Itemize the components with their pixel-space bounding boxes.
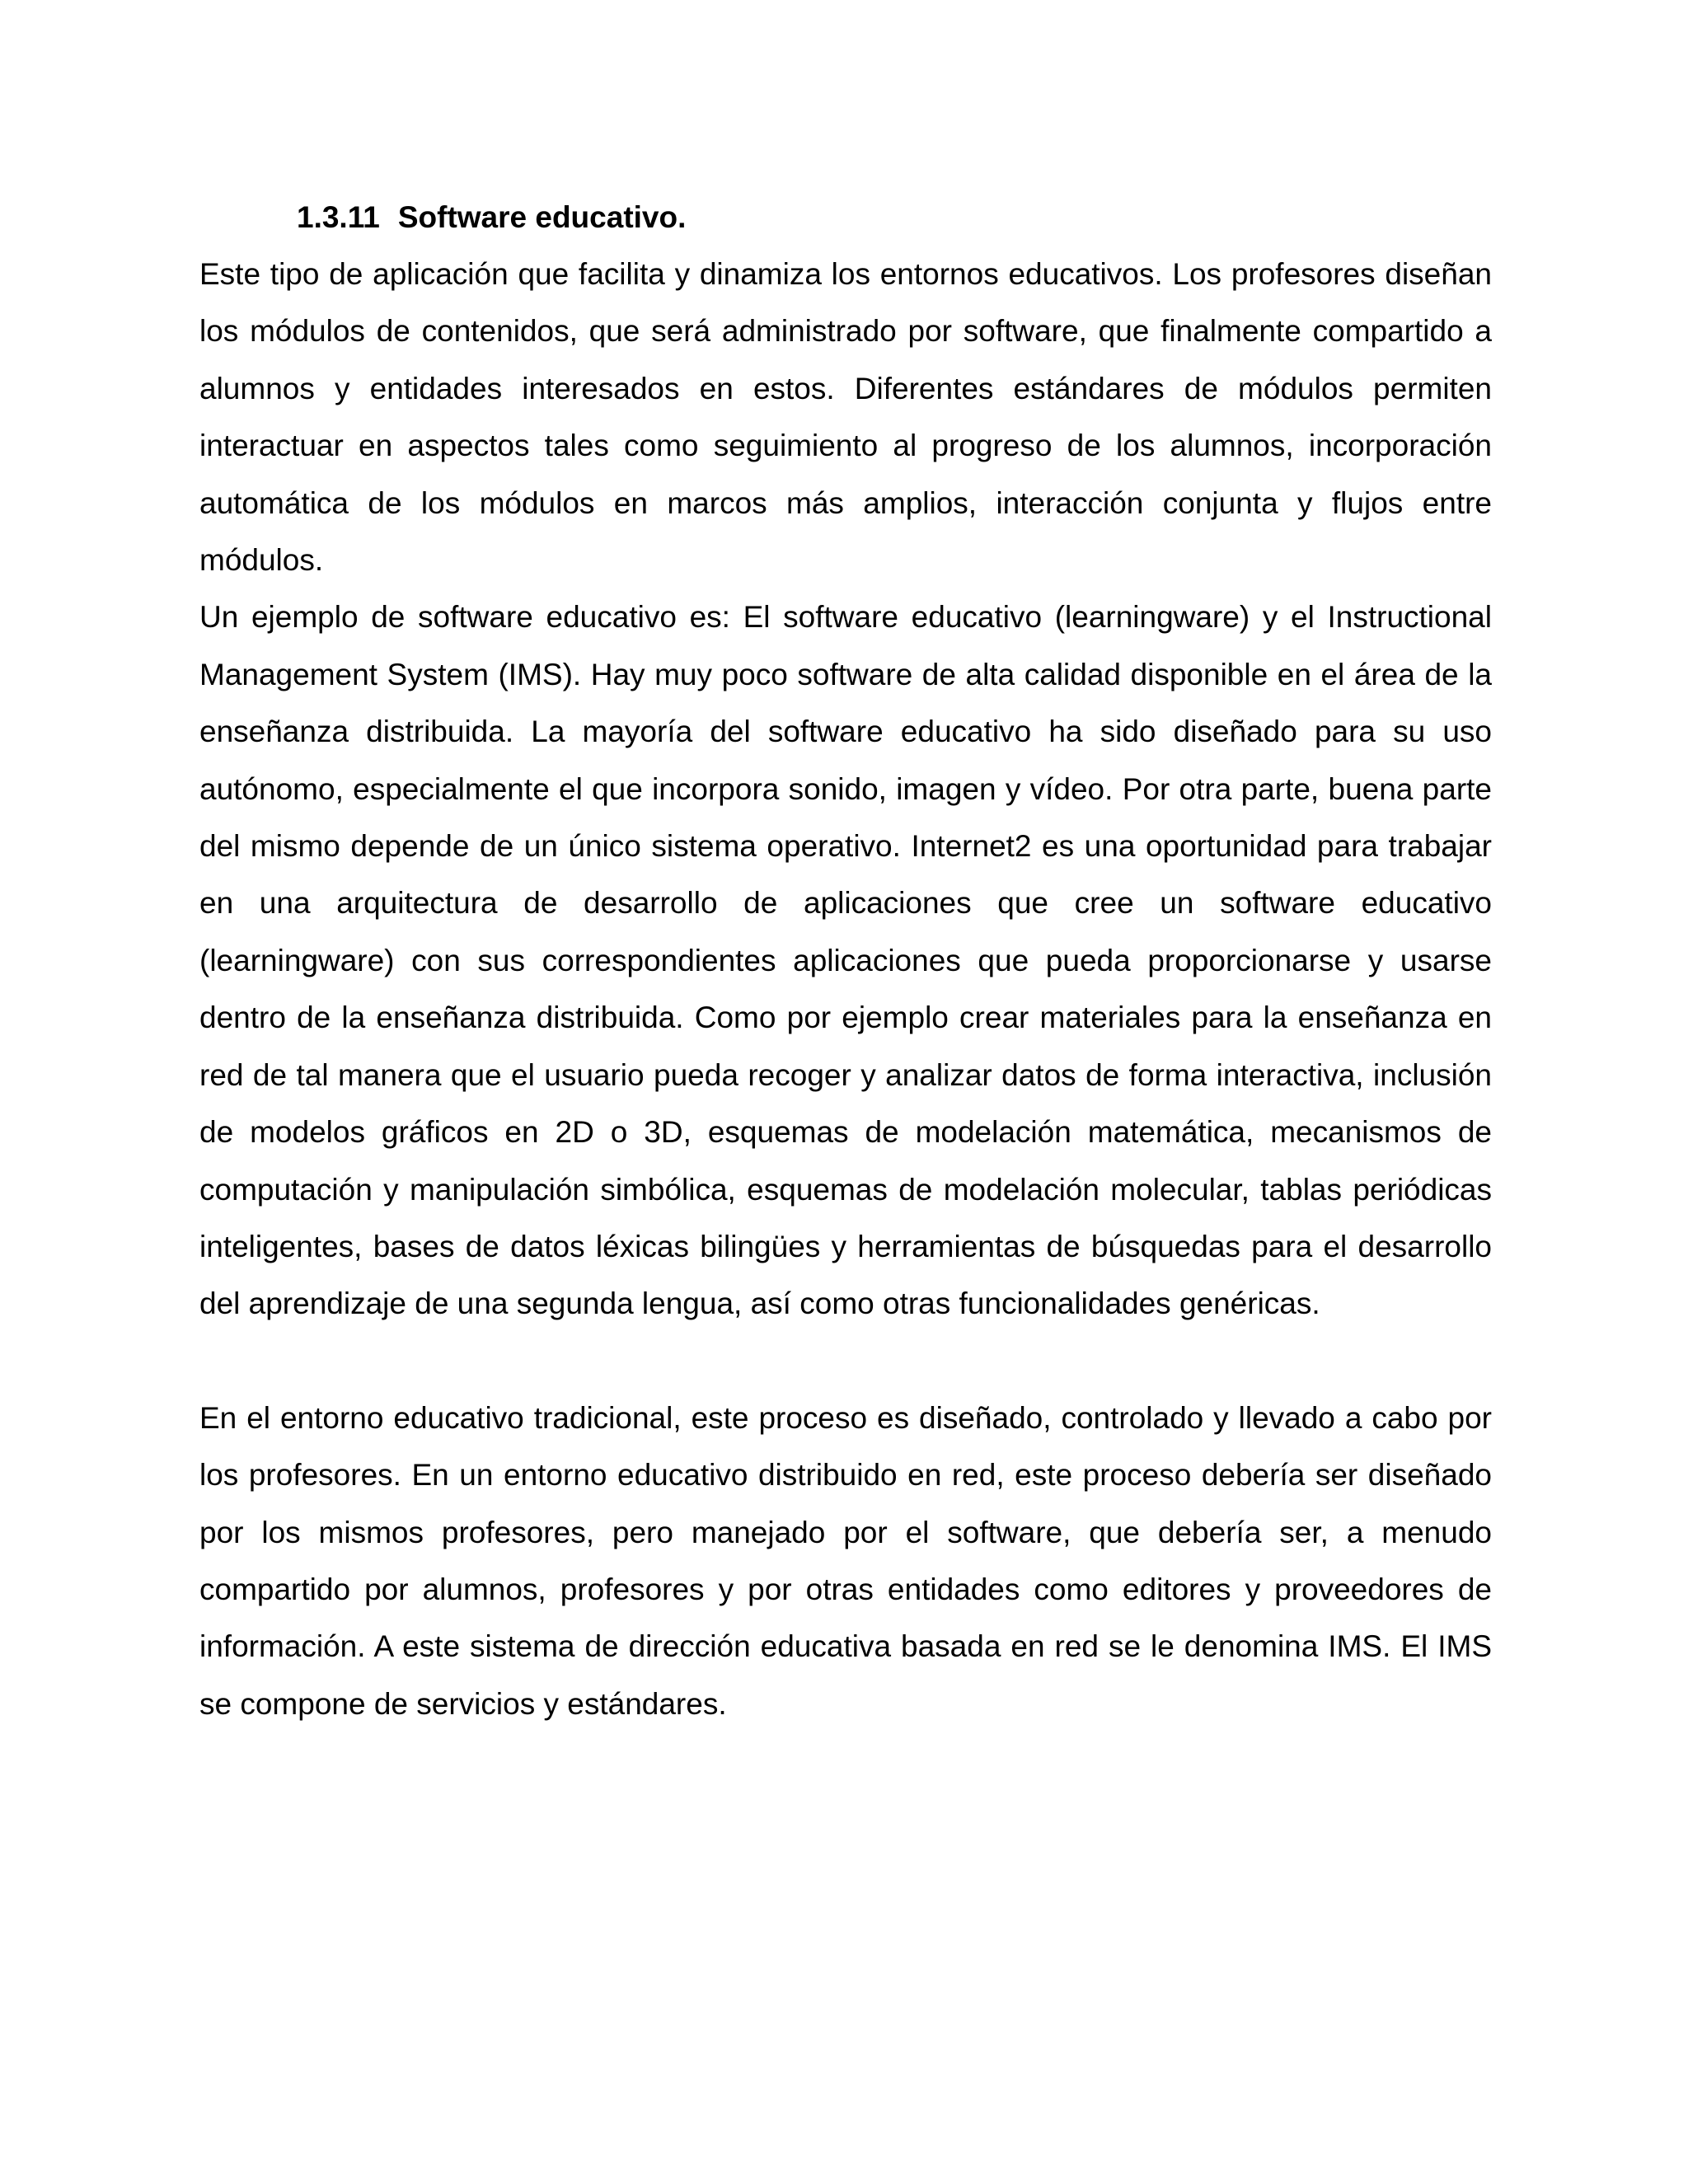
page-content [199, 198, 1492, 1732]
paragraph-example: Un ejemplo de software educativo es: El software educativo (learningware) y el Instructional Management System (IMS). Hay muy poco software de alta calidad disponible en el área de la enseñanza distribuida. La mayoría del software educativo ha sido diseñado para su uso autónomo, especialmente el que incorpora sonido, imagen y vídeo. Por otra parte, buena parte del mismo depende de un único sistema operativo. Internet2 es una oportunidad para trabajar en una arquitectura de desarrollo de aplicaciones que cree un software educativo (learningware) con sus correspondientes aplicaciones que pueda proporcionarse y usarse dentro de la enseñanza distribuida. Como por ejemplo crear materiales para la enseñanza en red de tal manera que el usuario pueda recoger y analizar datos de forma interactiva, inclusión de modelos gráficos en 2D o 3D, esquemas de modelación matemática, mecanismos de computación y manipulación simbólica, esquemas de modelación molecular, tablas periódicas inteligentes, bases de datos léxicas bilingües y herramientas de búsquedas para el desarrollo del aprendizaje de una segunda lengua, así como otras funcionalidades genéricas. [199, 600, 1492, 1321]
paragraph-traditional: En el entorno educativo tradicional, este proceso es diseñado, controlado y llevado a cabo por los profesores. En un entorno educativo distribuido en red, este proceso debería ser diseñado por los mismos profesores, pero manejado por el software, que debería ser, a menudo compartido por alumnos, profesores y por otras entidades como editores y proveedores de información. A este sistema de dirección educativa basada en red se le denomina IMS. El IMS se compone de servicios y estándares. [199, 1400, 1492, 1721]
section-title: Software educativo. [397, 200, 687, 234]
section-number: 1.3.11 [297, 200, 380, 234]
paragraph-intro: Este tipo de aplicación que facilita y dinamiza los entornos educativos. Los profesores diseñan los módulos de contenidos, que será administrado por software, que finalmente compartido a alumnos y entidades interesados en estos. Diferentes estándares de módulos permiten interactuar en aspectos tales como seguimiento al progreso de los alumnos, incorporación automática de los módulos en marcos más amplios, interacción conjunta y flujos entre módulos. [199, 257, 1492, 578]
section-heading [297, 198, 1492, 237]
